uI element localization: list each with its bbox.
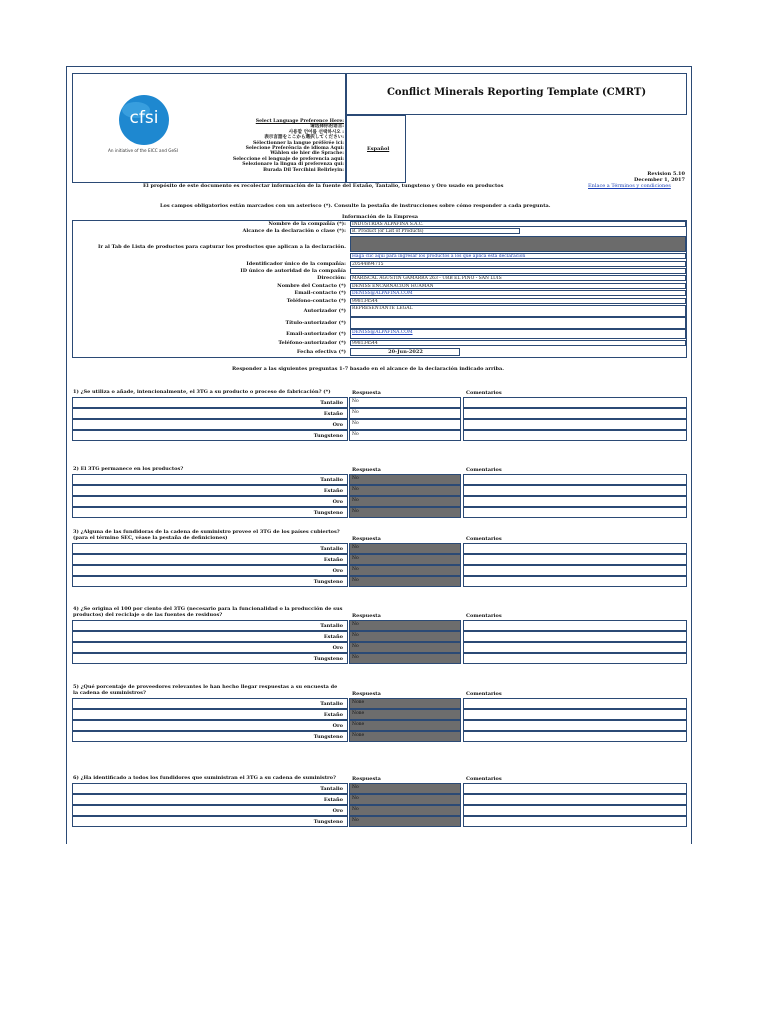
metal-label-cell	[72, 698, 348, 709]
language-prompt-line: Burada Dil Tercihini Belirleyin:	[263, 167, 344, 173]
metal-label-cell	[72, 507, 348, 518]
comments-column-header: Comentarios	[466, 776, 502, 782]
authorizer-phone-field[interactable]: 998134544	[350, 340, 686, 346]
comment-input[interactable]	[463, 419, 687, 430]
address-label: Dirección:	[317, 275, 346, 281]
language-prompt-line: 请选择你的语言:	[310, 124, 344, 130]
question-title-line2: (para el término SEC, véase la pestaña de definiciones)	[73, 535, 228, 541]
metal-label: Tungsteno	[313, 433, 343, 439]
authorizer-field[interactable]: REPRESENTANTE LEGAL	[350, 305, 686, 317]
products-shaded-cell	[350, 236, 686, 252]
metal-label-cell	[72, 731, 348, 742]
question-title: 6) ¿Ha identificado a todos los fundidores que suministran el 3TG a su cadena de suministro?	[73, 775, 336, 781]
metal-label: Oro	[332, 808, 343, 814]
cfsi-logo	[114, 94, 174, 146]
comment-input[interactable]	[463, 642, 687, 653]
metal-label-cell	[72, 642, 348, 653]
comment-input[interactable]	[463, 554, 687, 565]
answer-select[interactable]: No	[349, 419, 461, 430]
metal-label: Estaño	[323, 488, 343, 494]
products-label: Ir al Tab de Lista de productos para capturar los productos que aplican a la declaración.	[98, 244, 346, 250]
comment-input[interactable]	[463, 653, 687, 664]
comment-input[interactable]	[463, 474, 687, 485]
metal-label: Oro	[332, 723, 343, 729]
answer-select[interactable]: No	[349, 496, 461, 507]
answer-select[interactable]: None	[349, 698, 461, 709]
metal-label: Oro	[332, 422, 343, 428]
comment-input[interactable]	[463, 783, 687, 794]
authorizer-email-label: Email-autorizador (*)	[286, 331, 346, 337]
question-title-line2: productos) del reciclaje o de las fuentes de residuos?	[73, 612, 223, 618]
question-title: 3) ¿Alguna de las fundidoras de la cadena de suministro provee el 3TG de los países cubiertos?	[73, 529, 340, 535]
language-prompts	[222, 119, 344, 173]
language-prompt-line: Sélectionner la langue préférée ici:	[252, 140, 344, 146]
authorizer-email-cell	[350, 329, 686, 339]
language-select[interactable]: Español	[367, 146, 390, 152]
metal-label-cell	[72, 554, 348, 565]
effective-date-label: Fecha efectiva (*)	[296, 349, 346, 355]
answer-select[interactable]: No	[349, 397, 461, 408]
contact-email-field[interactable]: DENISS@ALPAFINA.COM	[352, 291, 413, 296]
comment-input[interactable]	[463, 397, 687, 408]
comments-column-header: Comentarios	[466, 467, 502, 473]
answer-select[interactable]: No	[349, 816, 461, 827]
contact-phone-field[interactable]: 998134544	[350, 298, 686, 304]
comment-input[interactable]	[463, 430, 687, 441]
comment-input[interactable]	[463, 565, 687, 576]
questions-intro: Responder a las siguientes preguntas 1-7 basado en el alcance de la declaración indicado arriba.	[232, 366, 505, 372]
contact-name-label: Nombre del Contacto (*)	[277, 283, 346, 289]
metal-label: Tungsteno	[313, 656, 343, 662]
comment-input[interactable]	[463, 731, 687, 742]
logo-tagline: An initiative of the EICC and GeSI	[108, 148, 178, 153]
language-prompt-line: Wählen sie hier die Sprache:	[270, 151, 344, 157]
metal-label: Tantalio	[320, 623, 343, 629]
answer-select[interactable]: None	[349, 731, 461, 742]
comment-input[interactable]	[463, 805, 687, 816]
contact-email-label: Email-contacto (*)	[294, 290, 346, 296]
answer-select[interactable]: No	[349, 408, 461, 419]
answer-select[interactable]: No	[349, 554, 461, 565]
revision-date: December 1, 2017	[634, 177, 685, 183]
contact-email-cell	[350, 290, 686, 296]
metal-label: Estaño	[323, 634, 343, 640]
metal-label-cell	[72, 485, 348, 496]
comments-column-header: Comentarios	[466, 613, 502, 619]
page-title: Conflict Minerals Reporting Template (CMRT)	[386, 87, 647, 98]
mandatory-note: Los campos obligatorios están marcados con un asterisco (*). Consulte la pestaña de instrucciones sobre cómo responder a cada pregunta.	[160, 203, 551, 209]
comment-input[interactable]	[463, 631, 687, 642]
metal-label-cell	[72, 631, 348, 642]
metal-label-cell	[72, 397, 348, 408]
comment-input[interactable]	[463, 720, 687, 731]
comment-input[interactable]	[463, 816, 687, 827]
comment-input[interactable]	[463, 496, 687, 507]
authorizer-label: Autorizador (*)	[303, 308, 346, 314]
metal-label: Tantalio	[320, 400, 343, 406]
question-title: 1) ¿Se utiliza o añade, intencionalmente, el 3TG a su producto o proceso de fabricación? (*)	[73, 389, 331, 395]
metal-label: Estaño	[323, 712, 343, 718]
metal-label-cell	[72, 576, 348, 587]
answer-select[interactable]: No	[349, 794, 461, 805]
language-prompt-line: 사용할 언어를 선택하시오 :	[288, 129, 344, 135]
answer-select[interactable]: No	[349, 642, 461, 653]
metal-label: Tantalio	[320, 701, 343, 707]
metal-label-cell	[72, 709, 348, 720]
metal-label-cell	[72, 543, 348, 554]
revision: Revision 5.10	[647, 171, 685, 177]
response-column-header: Respuesta	[352, 776, 381, 782]
answer-select[interactable]: No	[349, 783, 461, 794]
products-link-cell	[350, 253, 686, 259]
metal-label: Estaño	[323, 797, 343, 803]
metal-label: Estaño	[323, 411, 343, 417]
metal-label-cell	[72, 430, 348, 441]
metal-label: Oro	[332, 645, 343, 651]
metal-label: Tungsteno	[313, 734, 343, 740]
authorizer-email-field[interactable]: DENISS@ALPAFINA.COM	[352, 330, 413, 335]
terms-link[interactable]: Enlace a Términos y condiciones	[588, 183, 671, 189]
metal-label: Oro	[332, 499, 343, 505]
comments-column-header: Comentarios	[466, 691, 502, 697]
question-title: 5) ¿Qué porcentaje de proveedores relevantes le han hecho llegar respuestas a su encuesta de	[73, 684, 338, 690]
contact-phone-label: Teléfono-contacto (*)	[286, 298, 346, 304]
company-name-label: Nombre de la compañía (*):	[268, 221, 346, 227]
metal-label-cell	[72, 496, 348, 507]
contact-name-field[interactable]: DENISS ENCARNACION HUAMAN	[350, 283, 686, 289]
metal-label-cell	[72, 565, 348, 576]
language-prompt-line: Selezionare la lingua di preferenza qui:	[242, 162, 344, 168]
unique-id-label: Identificador único de la compañía:	[246, 261, 346, 267]
products-link[interactable]: Haga clic aquí para ingresar los productos a los que aplica esta declaración	[352, 254, 526, 259]
authority-field[interactable]	[350, 268, 686, 274]
answer-select[interactable]: No	[349, 565, 461, 576]
metal-label: Tungsteno	[313, 579, 343, 585]
metal-label: Tungsteno	[313, 510, 343, 516]
metal-label: Tantalio	[320, 786, 343, 792]
unique-id-field[interactable]: 20544894715	[350, 261, 686, 267]
purpose-text: El propósito de este documento es recolectar información de la fuente del Estaño, Tantalio, tungsteno y Oro usado en productos	[143, 183, 504, 189]
authorizer-title-label: Título-autorizador (*)	[285, 320, 346, 326]
metal-label: Tungsteno	[313, 819, 343, 825]
metal-label: Tantalio	[320, 477, 343, 483]
metal-label-cell	[72, 620, 348, 631]
comment-input[interactable]	[463, 543, 687, 554]
address-field[interactable]: MARISCAL AGUSTIN GAMARRA 263 - URB EL PINO - SAN LUIS	[350, 275, 686, 281]
metal-label-cell	[72, 653, 348, 664]
metal-label-cell	[72, 805, 348, 816]
scope-label: Alcance de la declaración o clase (*):	[242, 228, 346, 234]
language-prompt-line: Select Language Preference Here:	[255, 119, 344, 124]
comment-input[interactable]	[463, 794, 687, 805]
authorizer-title-field[interactable]	[350, 317, 686, 329]
metal-label-cell	[72, 720, 348, 731]
response-column-header: Respuesta	[352, 613, 381, 619]
effective-date-field[interactable]: 20-Jun-2022	[350, 348, 460, 356]
response-column-header: Respuesta	[352, 691, 381, 697]
question-title: 4) ¿Se origina el 100 por ciento del 3TG (necesario para la funcionalidad o la producción de sus	[73, 606, 343, 612]
response-column-header: Respuesta	[352, 536, 381, 542]
answer-select[interactable]: None	[349, 709, 461, 720]
answer-select[interactable]: No	[349, 620, 461, 631]
metal-label-cell	[72, 408, 348, 419]
answer-select[interactable]: No	[349, 430, 461, 441]
answer-select[interactable]: No	[349, 576, 461, 587]
logo-text: cfsi	[129, 108, 159, 128]
authority-label: ID único de autoridad de la compañía	[240, 268, 346, 274]
metal-label-cell	[72, 794, 348, 805]
comment-input[interactable]	[463, 698, 687, 709]
answer-select[interactable]: No	[349, 805, 461, 816]
answer-select[interactable]: No	[349, 474, 461, 485]
authorizer-phone-label: Teléfono-autorizador (*)	[278, 340, 346, 346]
metal-label: Tantalio	[320, 546, 343, 552]
answer-select[interactable]: No	[349, 543, 461, 554]
answer-select[interactable]: No	[349, 507, 461, 518]
comment-input[interactable]	[463, 408, 687, 419]
answer-select[interactable]: No	[349, 653, 461, 664]
response-column-header: Respuesta	[352, 390, 381, 396]
metal-label: Estaño	[323, 557, 343, 563]
question-title: 2) El 3TG permanece en los productos?	[73, 466, 184, 472]
company-name-field[interactable]: INDUSTRIAS ALPAFINA S.A.C.	[350, 221, 686, 227]
company-section-title: Información de la Empresa	[342, 214, 419, 220]
scope-select[interactable]: B. Product (or List of Products)	[350, 228, 520, 234]
comments-column-header: Comentarios	[466, 390, 502, 396]
response-column-header: Respuesta	[352, 467, 381, 473]
metal-label-cell	[72, 816, 348, 827]
metal-label-cell	[72, 783, 348, 794]
language-prompt-line: Selecione Preferência de idioma Aqui:	[245, 146, 344, 152]
metal-label: Oro	[332, 568, 343, 574]
comment-input[interactable]	[463, 709, 687, 720]
question-title-line2: la cadena de suministros?	[73, 690, 146, 696]
comment-input[interactable]	[463, 485, 687, 496]
metal-label-cell	[72, 419, 348, 430]
answer-select[interactable]: No	[349, 631, 461, 642]
answer-select[interactable]: None	[349, 720, 461, 731]
language-prompt-line: 表示言語をここから選択してください:	[264, 135, 344, 141]
answer-select[interactable]: No	[349, 485, 461, 496]
comments-column-header: Comentarios	[466, 536, 502, 542]
comment-input[interactable]	[463, 576, 687, 587]
comment-input[interactable]	[463, 507, 687, 518]
metal-label-cell	[72, 474, 348, 485]
comment-input[interactable]	[463, 620, 687, 631]
language-prompt-line: Seleccione el lenguaje de preferencia aqui:	[232, 156, 344, 162]
